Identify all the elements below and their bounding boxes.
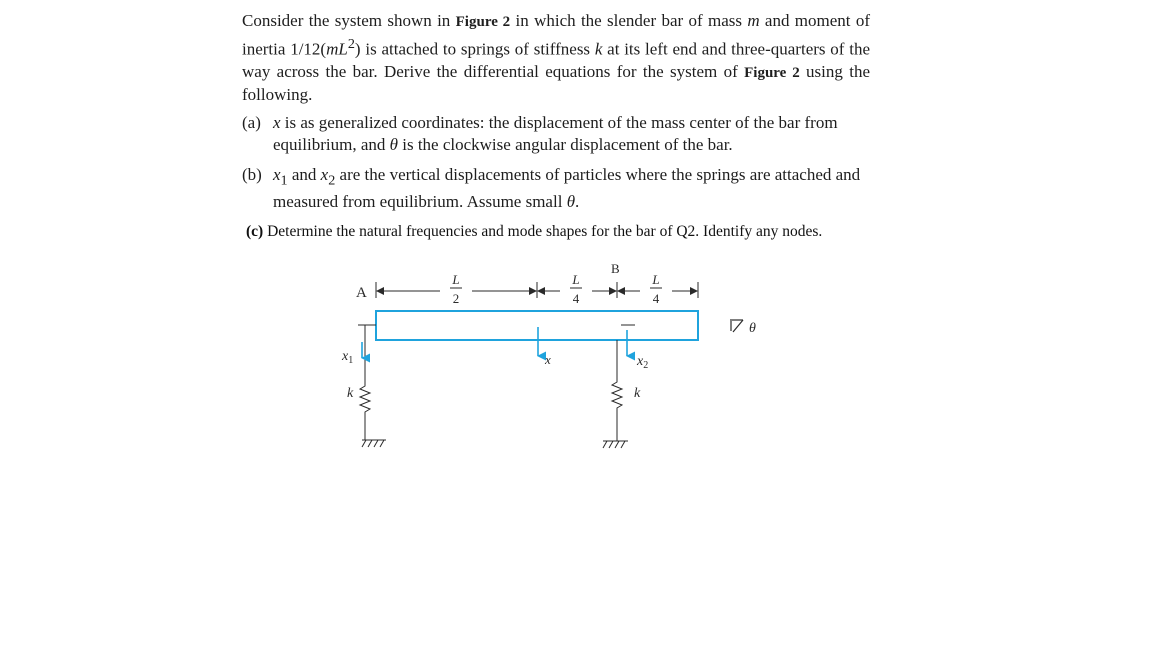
left-spring [360,382,370,440]
part-a-text: is the clockwise angular displacement of the bar. [397,134,733,154]
theta-symbol: θ [566,192,576,212]
x2-label: $x_2$ [637,354,649,371]
part-a-variable: x [273,112,281,132]
part-a-text: is as generalized coordinates: the displacement of the mass center of the bar from equilibrium, and [273,112,838,154]
part-c-text: Determine the natural frequencies and mode shapes for the bar of Q2. Identify any nodes. [263,223,823,241]
x2-subscript: 2 [328,172,336,189]
right-spring [612,378,622,441]
fraction-denominator: 2 [452,291,460,306]
figure-reference: Figure 2 [744,64,800,81]
stiffness-symbol: k [594,39,603,59]
dimension-quarter-length [650,272,662,306]
fraction-numerator: L [652,272,660,287]
intro-text: ) is attached to springs of stiffness [354,39,595,59]
intro-text: Consider the system shown in [242,11,456,30]
theta-symbol: θ [389,134,398,154]
intro-text: in which the slender bar of mass [510,11,748,30]
intro-text: at its left end and three-quarters of the way across the bar. Derive the differential equations for the system of [242,39,871,81]
label-a: A [356,285,367,301]
left-ground [362,440,386,447]
fraction-denominator: 4 [652,291,660,306]
dimension-quarter-length [570,272,582,306]
dimension-half-length [450,272,462,306]
x1-subscript: 1 [280,172,288,189]
theta-label: θ [749,321,756,336]
center-displacement-label: x [545,352,551,367]
fraction-numerator: L [452,272,460,287]
x2-variable: x [320,164,329,184]
figure-reference: Figure 2 [455,14,511,30]
theta-rotation-icon [730,320,756,336]
intro-text: and moment of inertia 1/12( [242,11,870,59]
inertia-expression: mL [326,39,348,59]
part-b-text: and [287,164,321,184]
part-a-label: (a) [242,112,261,132]
part-c-label: (c) [246,223,264,241]
fraction-numerator: L [572,272,580,287]
mass-symbol: m [747,11,760,30]
part-b-label: (b) [242,164,262,184]
x1-label: $x_1$ [342,349,354,366]
label-b: B [611,261,620,276]
right-ground [603,441,628,448]
intro-text: using the following. [242,61,871,104]
inertia-exponent: 2 [347,36,355,52]
part-b-text: are the vertical displacements of particles where the springs are attached and measured from equilibrium. Assume small [273,164,861,212]
part-b-text: . [575,192,580,212]
fraction-denominator: 4 [572,291,580,306]
slender-bar [376,311,698,340]
right-spring-label: k [634,386,641,401]
x1-variable: x [273,164,281,184]
left-spring-label: k [347,386,354,401]
